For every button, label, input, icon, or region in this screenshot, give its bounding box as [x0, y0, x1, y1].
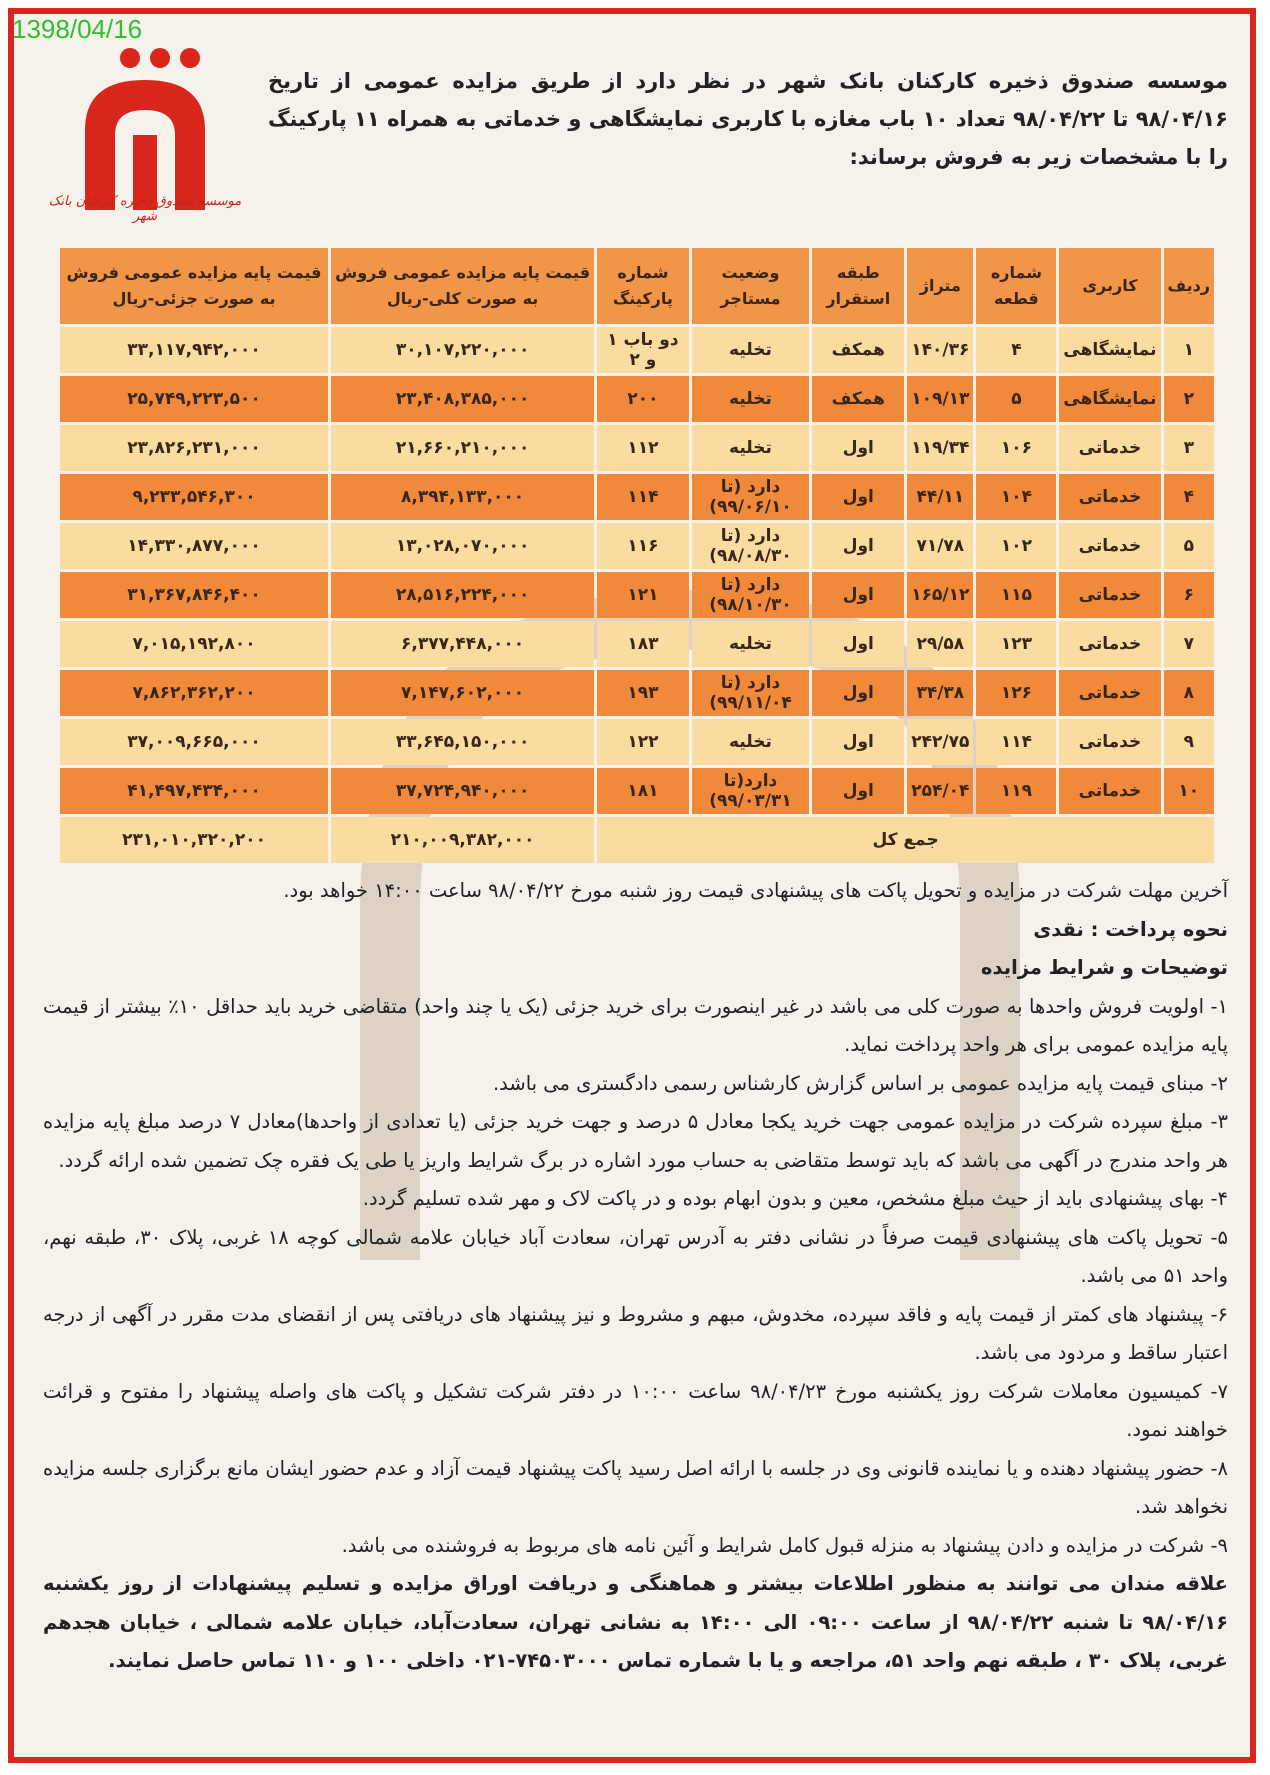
total-label: جمع کل — [597, 817, 1214, 863]
condition-item: ۷- کمیسیون معاملات شرکت روز یکشنبه مورخ ۹۸/۰۴/۲۳ ساعت ۱۰:۰۰ در دفتر شرکت تشکیل و پاکت های واصله پیشنهاد را مفتوح و قرائت خواهند نمود. — [43, 1379, 1229, 1441]
cell-floor: اول — [812, 572, 904, 618]
cell-price-whole: ۷,۱۴۷,۶۰۲,۰۰۰ — [331, 670, 594, 716]
column-header: وضعیت مستاجر — [692, 248, 810, 324]
cell-usage: نمایشگاهی — [1059, 376, 1160, 422]
cell-floor: اول — [812, 719, 904, 765]
condition-item: ۲- مبنای قیمت پایه مزایده عمومی بر اساس گزارش کارشناس رسمی دادگستری می باشد. — [492, 1071, 1228, 1095]
cell-unit-number: ۱۱۴ — [976, 719, 1056, 765]
table-row — [60, 523, 1214, 569]
terms-section — [43, 872, 1228, 1681]
table-row — [60, 768, 1214, 814]
cell-row-number: ۹ — [1164, 719, 1214, 765]
cell-price-partial: ۲۳,۸۲۶,۲۳۱,۰۰۰ — [60, 425, 328, 471]
cell-tenant-status: تخلیه — [692, 621, 810, 667]
cell-parking-number: ۱۱۶ — [597, 523, 689, 569]
condition-item: ۱- اولویت فروش واحدها به صورت کلی می باشد در غیر اینصورت برای خرید جزئی (یک یا چند واحد) متقاضی خرید باید حداقل ۱۰٪ بیشتر از قیمت پایه مزایده عمومی برای هر واحد پرداخت نماید. — [43, 994, 1228, 1056]
cell-parking-number: ۲۰۰ — [597, 376, 689, 422]
cell-unit-number: ۱۱۵ — [976, 572, 1056, 618]
cell-price-partial: ۳۳,۱۱۷,۹۴۲,۰۰۰ — [60, 327, 328, 373]
payment-method: نحوه پرداخت : نقدی — [1033, 917, 1228, 941]
table-row — [60, 719, 1214, 765]
cell-unit-number: ۱۰۶ — [976, 425, 1056, 471]
cell-price-partial: ۷,۸۶۲,۳۶۲,۲۰۰ — [60, 670, 328, 716]
cell-usage: خدماتی — [1059, 670, 1160, 716]
cell-price-partial: ۲۵,۷۴۹,۲۲۳,۵۰۰ — [60, 376, 328, 422]
column-header: قیمت پایه مزایده عمومی فروش به صورت کلی-ریال — [331, 248, 594, 324]
closing-text: علاقه مندان می توانند به منظور اطلاعات بیشتر و هماهنگی و دریافت اوراق مزایده و تسلیم پیشنهادات از روز یکشنبه ۹۸/۰۴/۱۶ تا شنبه ۹۸/۰۴/۲۲ از ساعت ۰۹:۰۰ الی ۱۴:۰۰ به نشانی تهران، سعادت‌آباد، خیابان علامه شمالی ، خیابان هجدهم غربی، پلاک ۳۰ ، طبقه نهم واحد ۵۱، مراجعه و یا با شماره تماس ۷۴۵۰۳۰۰۰-۰۲۱ داخلی ۱۰۰ و ۱۱۰ تماس حاصل نمایند. — [43, 1572, 1228, 1672]
cell-parking-number: ۱۹۳ — [597, 670, 689, 716]
cell-row-number: ۱ — [1164, 327, 1214, 373]
cell-tenant-status: تخلیه — [692, 425, 810, 471]
cell-parking-number: ۱۲۲ — [597, 719, 689, 765]
cell-row-number: ۱۰ — [1164, 768, 1214, 814]
cell-parking-number: ۱۸۳ — [597, 621, 689, 667]
total-partial: ۲۳۱,۰۱۰,۳۲۰,۲۰۰ — [60, 817, 328, 863]
cell-usage: خدماتی — [1059, 425, 1160, 471]
cell-area: ۱۰۹/۱۳ — [907, 376, 973, 422]
cell-price-whole: ۲۳,۴۰۸,۳۸۵,۰۰۰ — [331, 376, 594, 422]
cell-price-whole: ۳۰,۱۰۷,۲۲۰,۰۰۰ — [331, 327, 594, 373]
cell-row-number: ۳ — [1164, 425, 1214, 471]
cell-unit-number: ۱۱۹ — [976, 768, 1056, 814]
cell-area: ۱۴۰/۳۶ — [907, 327, 973, 373]
cell-row-number: ۷ — [1164, 621, 1214, 667]
cell-unit-number: ۴ — [976, 327, 1056, 373]
cell-floor: همکف — [812, 327, 904, 373]
cell-parking-number: ۱۱۲ — [597, 425, 689, 471]
cell-price-whole: ۶,۳۷۷,۴۴۸,۰۰۰ — [331, 621, 594, 667]
deadline-text: آخرین مهلت شرکت در مزایده و تحویل پاکت های پیشنهادی قیمت روز شنبه مورخ ۹۸/۰۴/۲۲ ساعت ۱۴:۰۰ خواهد بود. — [283, 879, 1228, 902]
column-header: شماره پارکینگ — [597, 248, 689, 324]
column-header: متراژ — [907, 248, 973, 324]
cell-area: ۲۹/۵۸ — [907, 621, 973, 667]
cell-usage: خدماتی — [1059, 572, 1160, 618]
cell-row-number: ۵ — [1164, 523, 1214, 569]
column-header: کاربری — [1059, 248, 1160, 324]
date-stamp: 1398/04/16 — [12, 14, 143, 44]
cell-usage: خدماتی — [1059, 523, 1160, 569]
cell-area: ۴۴/۱۱ — [907, 474, 973, 520]
cell-tenant-status: دارد (تا ۹۹/۰۶/۱۰) — [692, 474, 810, 520]
condition-item: ۳- مبلغ سپرده شرکت در مزایده عمومی جهت خرید یکجا معادل ۵ درصد و جهت خرید جزئی (یا تعدادی از واحدها)معادل ۷ درصد مبلغ پایه مزایده هر واحد مندرج در آگهی می باشد که باید توسط متقاضی به حساب مورد اشاره در برگ شرایط واریز یا طی یک فقره چک تضمین شده ارائه گردد. — [43, 1110, 1228, 1172]
cell-price-partial: ۱۴,۳۳۰,۸۷۷,۰۰۰ — [60, 523, 328, 569]
cell-area: ۱۱۹/۳۴ — [907, 425, 973, 471]
cell-tenant-status: دارد (تا ۹۸/۱۰/۳۰) — [692, 572, 810, 618]
total-whole: ۲۱۰,۰۰۹,۳۸۲,۰۰۰ — [331, 817, 594, 863]
logo-caption: موسسه صندوق ذخیره کارکنان بانک شهر — [48, 194, 242, 224]
cell-row-number: ۴ — [1164, 474, 1214, 520]
cell-area: ۷۱/۷۸ — [907, 523, 973, 569]
cell-price-whole: ۸,۳۹۴,۱۳۳,۰۰۰ — [331, 474, 594, 520]
cell-tenant-status: تخلیه — [692, 719, 810, 765]
cell-price-whole: ۳۳,۶۴۵,۱۵۰,۰۰۰ — [331, 719, 594, 765]
auction-table — [57, 245, 1217, 866]
cell-floor: اول — [812, 768, 904, 814]
total-row — [60, 817, 1214, 863]
cell-price-whole: ۲۱,۶۶۰,۲۱۰,۰۰۰ — [331, 425, 594, 471]
cell-unit-number: ۱۰۴ — [976, 474, 1056, 520]
cell-parking-number: دو باب ۱ و ۲ — [597, 327, 689, 373]
cell-price-partial: ۴۱,۴۹۷,۴۳۴,۰۰۰ — [60, 768, 328, 814]
cell-floor: اول — [812, 621, 904, 667]
table-row — [60, 474, 1214, 520]
cell-price-partial: ۳۱,۳۶۷,۸۴۶,۴۰۰ — [60, 572, 328, 618]
condition-item: ۶- پیشنهاد های کمتر از قیمت پایه و فاقد سپرده، مخدوش، مبهم و مشروط و نیز پیشنهاد های دریافتی پس از انقضای مدت مقرر در آگهی از درجه اعتبار ساقط و مردود می باشد. — [43, 1302, 1228, 1364]
cell-price-whole: ۳۷,۷۲۴,۹۴۰,۰۰۰ — [331, 768, 594, 814]
cell-tenant-status: دارد (تا ۹۸/۰۸/۳۰) — [692, 523, 810, 569]
cell-area: ۱۶۵/۱۲ — [907, 572, 973, 618]
cell-row-number: ۶ — [1164, 572, 1214, 618]
condition-item: ۴- بهای پیشنهادی باید از حیث مبلغ مشخص، معین و بدون ابهام بوده و در پاکت لاک و مهر شده تسلیم گردد. — [362, 1187, 1228, 1210]
column-header: قیمت پایه مزایده عمومی فروش به صورت جزئی-ریال — [60, 248, 328, 324]
cell-tenant-status: دارد (تا ۹۹/۱۱/۰۴) — [692, 670, 810, 716]
cell-floor: اول — [812, 474, 904, 520]
column-header: طبقه استقرار — [812, 248, 904, 324]
cell-usage: نمایشگاهی — [1059, 327, 1160, 373]
table-row — [60, 327, 1214, 373]
cell-price-partial: ۷,۰۱۵,۱۹۲,۸۰۰ — [60, 621, 328, 667]
cell-unit-number: ۵ — [976, 376, 1056, 422]
cell-floor: اول — [812, 523, 904, 569]
cell-area: ۲۴۲/۷۵ — [907, 719, 973, 765]
column-header: شماره قطعه — [976, 248, 1056, 324]
cell-price-whole: ۲۸,۵۱۶,۲۲۴,۰۰۰ — [331, 572, 594, 618]
cell-price-partial: ۹,۲۳۳,۵۴۶,۳۰۰ — [60, 474, 328, 520]
table-row — [60, 376, 1214, 422]
cell-row-number: ۲ — [1164, 376, 1214, 422]
cell-parking-number: ۱۸۱ — [597, 768, 689, 814]
cell-tenant-status: دارد(تا ۹۹/۰۳/۳۱) — [692, 768, 810, 814]
column-header: ردیف — [1164, 248, 1214, 324]
cell-unit-number: ۱۰۲ — [976, 523, 1056, 569]
cell-area: ۲۵۴/۰۴ — [907, 768, 973, 814]
cell-floor: اول — [812, 425, 904, 471]
cell-row-number: ۸ — [1164, 670, 1214, 716]
cell-area: ۳۴/۳۸ — [907, 670, 973, 716]
cell-usage: خدماتی — [1059, 768, 1160, 814]
cell-parking-number: ۱۱۴ — [597, 474, 689, 520]
table-row — [60, 670, 1214, 716]
cell-tenant-status: تخلیه — [692, 376, 810, 422]
cell-usage: خدماتی — [1059, 719, 1160, 765]
condition-item: ۸- حضور پیشنهاد دهنده و یا نماینده قانونی وی در جلسه با ارائه اصل رسید پاکت پیشنهاد قیمت آزاد و عدم حضور ایشان مانع برگزاری جلسه مزایده نخواهد شد. — [43, 1456, 1228, 1518]
cell-price-whole: ۱۳,۰۲۸,۰۷۰,۰۰۰ — [331, 523, 594, 569]
table-row — [60, 425, 1214, 471]
table-row — [60, 572, 1214, 618]
cell-floor: اول — [812, 670, 904, 716]
cell-price-partial: ۳۷,۰۰۹,۶۶۵,۰۰۰ — [60, 719, 328, 765]
condition-item: ۹- شرکت در مزایده و دادن پیشنهاد به منزله قبول کامل شرایط و آئین نامه های مربوط به فروشنده می باشد. — [341, 1533, 1228, 1557]
cell-parking-number: ۱۲۱ — [597, 572, 689, 618]
cell-unit-number: ۱۲۶ — [976, 670, 1056, 716]
cell-floor: همکف — [812, 376, 904, 422]
cell-unit-number: ۱۲۳ — [976, 621, 1056, 667]
cell-usage: خدماتی — [1059, 621, 1160, 667]
bank-shahr-fund-logo — [45, 40, 245, 220]
intro-paragraph: موسسه صندوق ذخیره کارکنان بانک شهر در نظر دارد از طریق مزایده عمومی از تاریخ ۹۸/۰۴/۱۶ تا ۹۸/۰۴/۲۲ تعداد ۱۰ باب مغازه با کاربری نمایشگاهی و خدماتی به همراه ۱۱ پارکینگ را با مشخصات زیر به فروش برساند: — [268, 69, 1228, 169]
cell-tenant-status: تخلیه — [692, 327, 810, 373]
cell-usage: خدماتی — [1059, 474, 1160, 520]
conditions-title: توضیحات و شرایط مزایده — [981, 956, 1228, 979]
table-row — [60, 621, 1214, 667]
condition-item: ۵- تحویل پاکت های پیشنهادی قیمت صرفاً در نشانی دفتر به آدرس تهران، سعادت آباد خیابان علامه شمالی کوچه ۱۸ غربی، پلاک ۳۰، طبقه نهم، واحد ۵۱ می باشد. — [43, 1225, 1228, 1287]
